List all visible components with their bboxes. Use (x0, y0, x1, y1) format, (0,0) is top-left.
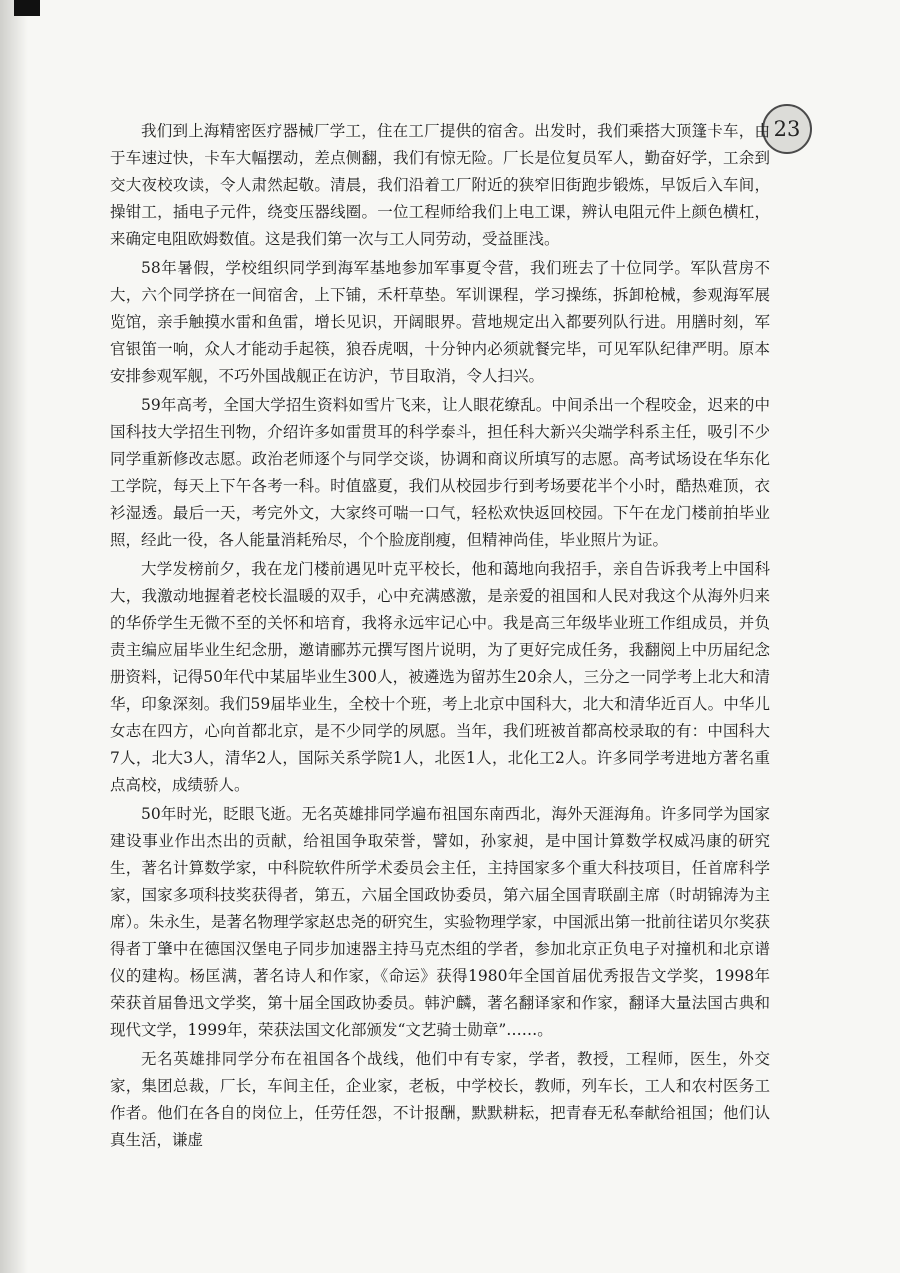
page-binding-shadow (0, 0, 28, 1273)
paragraph: 59年高考，全国大学招生资料如雪片飞来，让人眼花缭乱。中间杀出一个程咬金，迟来的中国科技大学招生刊物，介绍许多如雷贯耳的科学泰斗，担任科大新兴尖端学科系主任，吸引不少同学重新修改志愿。政治老师逐个与同学交谈，协调和商议所填写的志愿。高考试场设在华东化工学院，每天上下午各考一科。时值盛夏，我们从校园步行到考场要花半个小时，酷热难顶，衣衫湿透。最后一天，考完外文，大家终可喘一口气，轻松欢快返回校园。下午在龙门楼前拍毕业照，经此一役，各人能量消耗殆尽，个个脸庞削瘦，但精神尚佳，毕业照片为证。 (110, 396, 770, 549)
paragraph: 50年时光，眨眼飞逝。无名英雄排同学遍布祖国东南西北，海外天涯海角。许多同学为国家建设事业作出杰出的贡献，给祖国争取荣誉，譬如，孙家昶，是中国计算数学权威冯康的研究生，著名计算数学家，中科院软件所学术委员会主任，主持国家多个重大科技项目，任首席科学家，国家多项科技奖获得者，第五，六届全国政协委员，第六届全国青联副主席（时胡锦涛为主席）。朱永生，是著名物理学家赵忠尧的研究生，实验物理学家，中国派出第一批前往诺贝尔奖获得者丁肇中在德国汉堡电子同步加速器主持马克杰组的学者，参加北京正负电子对撞机和北京谱仪的建构。杨匡满，著名诗人和作家，《命运》获得1980年全国首届优秀报告文学奖，1998年荣获首届鲁迅文学奖，第十届全国政协委员。韩沪麟，著名翻译家和作家，翻译大量法国古典和现代文学，1999年，荣获法国文化部颁发“文艺骑士勋章”……。 (110, 805, 770, 1039)
paragraph: 无名英雄排同学分布在祖国各个战线，他们中有专家，学者，教授，工程师，医生，外交家，集团总裁，厂长，车间主任，企业家，老板，中学校长，教师，列车长，工人和农村医务工作者。他们在各自的岗位上，任劳任怨，不计报酬，默默耕耘，把青春无私奉献给祖国；他们认真生活，谦虚 (110, 1050, 770, 1149)
body-text (110, 118, 770, 1156)
scan-edge-mark (14, 0, 40, 16)
paragraph: 大学发榜前夕，我在龙门楼前遇见叶克平校长，他和蔼地向我招手，亲自告诉我考上中国科大，我激动地握着老校长温暖的双手，心中充满感激，是亲爱的祖国和人民对我这个从海外归来的华侨学生无微不至的关怀和培育，我将永远牢记心中。我是高三年级毕业班工作组成员，并负责主编应届毕业生纪念册，邀请郦苏元撰写图片说明，为了更好完成任务，我翻阅上中历届纪念册资料，记得50年代中某届毕业生300人，被遴选为留苏生20余人，三分之一同学考上北大和清华，印象深刻。我们59届毕业生，全校十个班，考上北京中国科大，北大和清华近百人。中华儿女志在四方，心向首都北京，是不少同学的夙愿。当年，我们班被首都高校录取的有：中国科大7人，北大3人，清华2人，国际关系学院1人，北医1人，北化工2人。许多同学考进地方著名重点高校，成绩骄人。 (110, 560, 770, 794)
page-number: 23 (762, 104, 812, 154)
paragraph: 我们到上海精密医疗器械厂学工，住在工厂提供的宿舍。出发时，我们乘搭大顶篷卡车，由于车速过快，卡车大幅摆动，差点侧翻，我们有惊无险。厂长是位复员军人，勤奋好学，工余到交大夜校攻读，令人肃然起敬。清晨，我们沿着工厂附近的狭窄旧街跑步锻炼，早饭后入车间，操钳工，插电子元件，绕变压器线圈。一位工程师给我们上电工课，辨认电阻元件上颜色横杠，来确定电阻欧姆数值。这是我们第一次与工人同劳动，受益匪浅。 (110, 122, 770, 248)
paragraph: 58年暑假，学校组织同学到海军基地参加军事夏令营，我们班去了十位同学。军队营房不大，六个同学挤在一间宿舍，上下铺，禾杆草垫。军训课程，学习操练，拆卸枪械，参观海军展览馆，亲手触摸水雷和鱼雷，增长见识，开阔眼界。营地规定出入都要列队行进。用膳时刻，军官银笛一响，众人才能动手起筷，狼吞虎咽，十分钟内必须就餐完毕，可见军队纪律严明。原本安排参观军舰，不巧外国战舰正在访沪，节目取消，令人扫兴。 (110, 259, 770, 385)
